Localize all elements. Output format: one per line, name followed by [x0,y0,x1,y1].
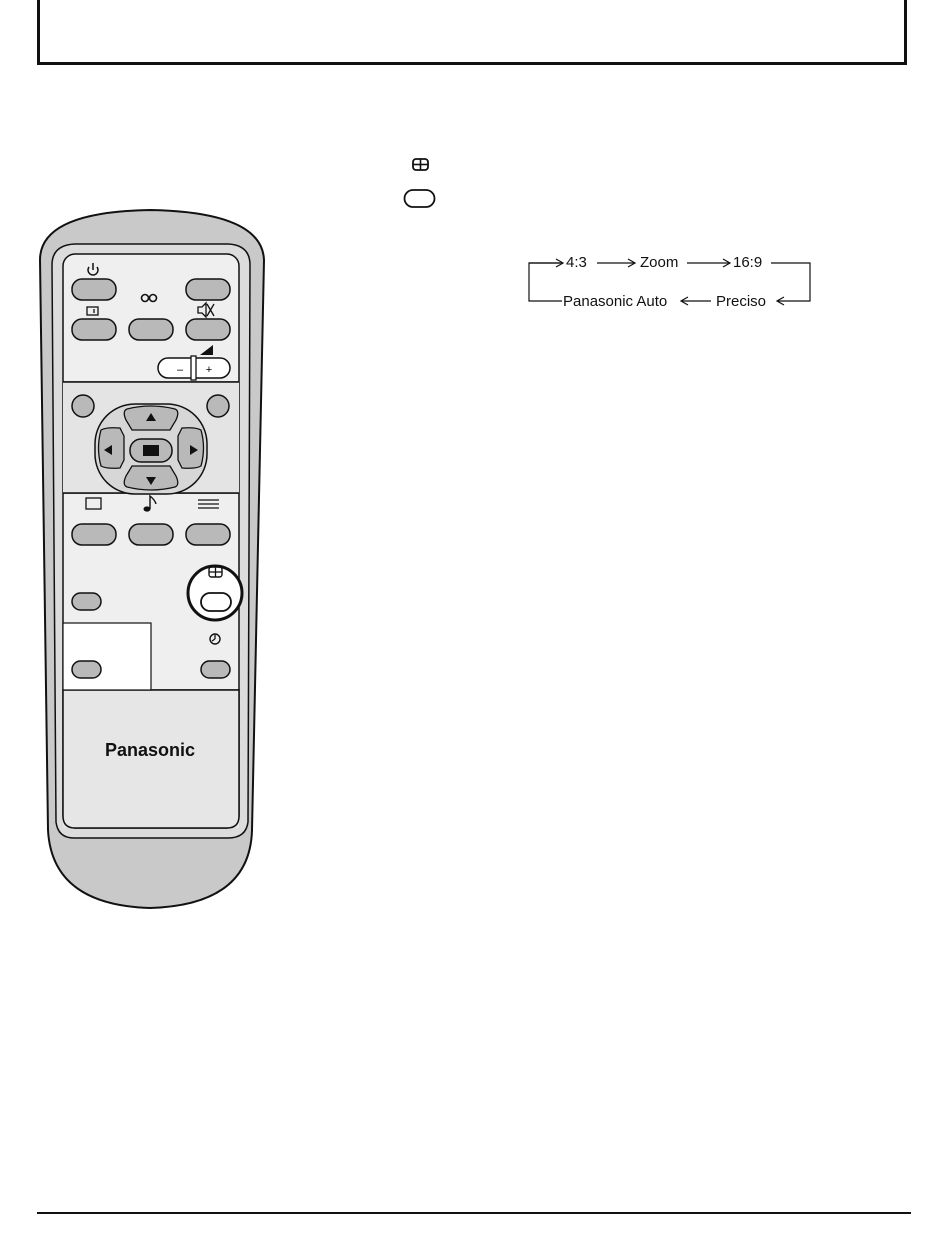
aspect-button-icon [403,188,437,210]
menu-button [72,395,94,417]
off-timer-button [201,661,230,678]
svg-text:–: – [176,364,184,376]
remote-control [0,0,300,920]
mute-button [186,319,230,340]
mode-preciso: Preciso [716,293,767,310]
mode-16-9: 16:9 [733,254,763,271]
setup-button [186,524,230,545]
left-small-button [72,593,101,610]
mode-panasonic-auto: Panasonic Auto [563,293,668,310]
input-button [72,319,116,340]
sound-button [129,524,173,545]
picture-button [72,524,116,545]
remote-brand-logo: Panasonic [104,740,196,760]
power-button [72,279,116,300]
return-button [207,395,229,417]
footer-rule [37,1212,911,1214]
mode-4-3: 4:3 [566,254,587,271]
mode-zoom: Zoom [640,254,679,271]
aspect-icon [412,158,430,172]
top-right-button [186,279,230,300]
surround-button [129,319,173,340]
aspect-button [201,593,231,611]
svg-text:+: + [205,364,213,376]
lower-left-small-button [72,661,101,678]
